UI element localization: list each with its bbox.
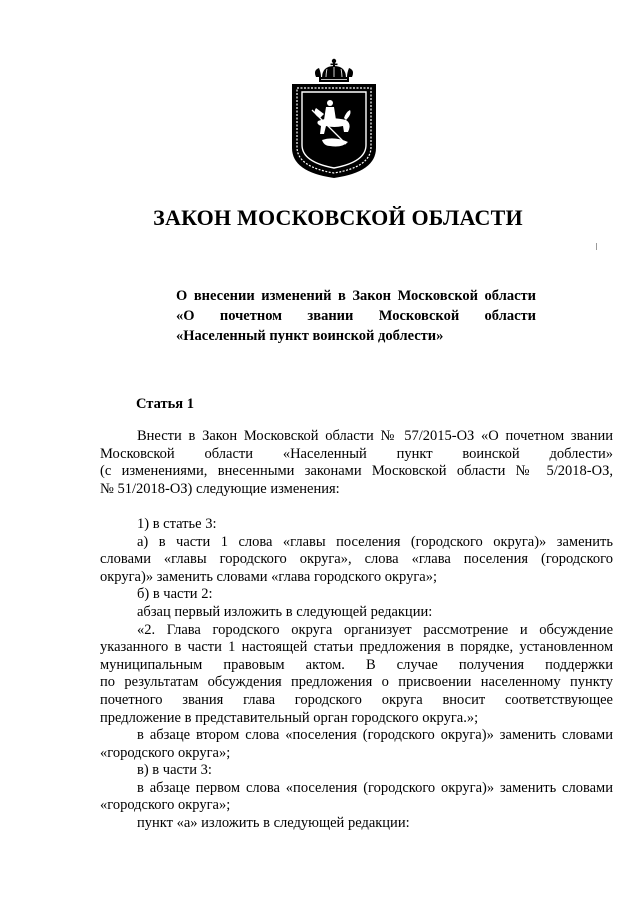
moscow-oblast-coat-of-arms-icon: [286, 58, 382, 180]
item-b-text: абзац первый изложить в следующей редакции:: [137, 603, 433, 620]
law-subject: [176, 286, 536, 346]
item-a-line: округа)» заменить словами «глава городского округа»;: [100, 568, 437, 585]
intro-line: (с изменениями, внесенными законами Московской области № 5/2018-ОЗ,: [100, 463, 613, 480]
subject-line: «О почетном звании Московской области: [176, 308, 536, 324]
item-c-point: пункт «а» изложить в следующей редакции:: [137, 815, 410, 832]
subject-line: О внесении изменений в Закон Московской области: [176, 288, 536, 304]
list-item-b: б) в части 2:: [137, 586, 213, 603]
item-c-line: в абзаце первом слова «поселения (городского округа)» заменить словами: [137, 779, 613, 796]
item-b2-line: в абзаце втором слова «поселения (городского округа)» заменить словами: [137, 727, 613, 744]
quote-line: почетного звания глава городского округа вносит соответствующее: [100, 691, 613, 708]
item-b2-line: «городского округа»;: [100, 744, 231, 761]
intro-line: № 51/2018-ОЗ) следующие изменения:: [100, 480, 340, 497]
quote-line: предложение в представительный орган городского округа.»;: [100, 709, 479, 726]
item-a-line: а) в части 1 слова «главы поселения (городского округа)» заменить: [137, 533, 613, 550]
article-heading: Статья 1: [136, 396, 194, 412]
intro-line: Внести в Закон Московской области № 57/2015-ОЗ «О почетном звании: [137, 428, 613, 444]
item-c-line: «городского округа»;: [100, 797, 231, 814]
item-a-line: словами «главы городского округа», слова «глава поселения (городского: [100, 551, 613, 568]
margin-mark: [596, 243, 597, 250]
intro-line: Московской области «Населенный пункт воинской доблести»: [100, 445, 613, 462]
document-body: [100, 428, 613, 833]
document-title: ЗАКОН МОСКОВСКОЙ ОБЛАСТИ: [153, 205, 523, 230]
quote-line: по результатам обсуждения предложения о присвоении населенному пункту: [100, 674, 613, 691]
quote-line: «2. Глава городского округа организует рассмотрение и обсуждение: [137, 621, 613, 638]
subject-line: «Населенный пункт воинской доблести»: [176, 328, 444, 344]
list-item-1: 1) в статье 3:: [137, 515, 217, 532]
quote-line: указанного в части 1 настоящей статьи предложения в порядке, установленном: [100, 639, 613, 656]
quote-line: муниципальным правовым актом. В случае получения поддержки: [100, 656, 613, 673]
list-item-c: в) в части 3:: [137, 762, 212, 779]
